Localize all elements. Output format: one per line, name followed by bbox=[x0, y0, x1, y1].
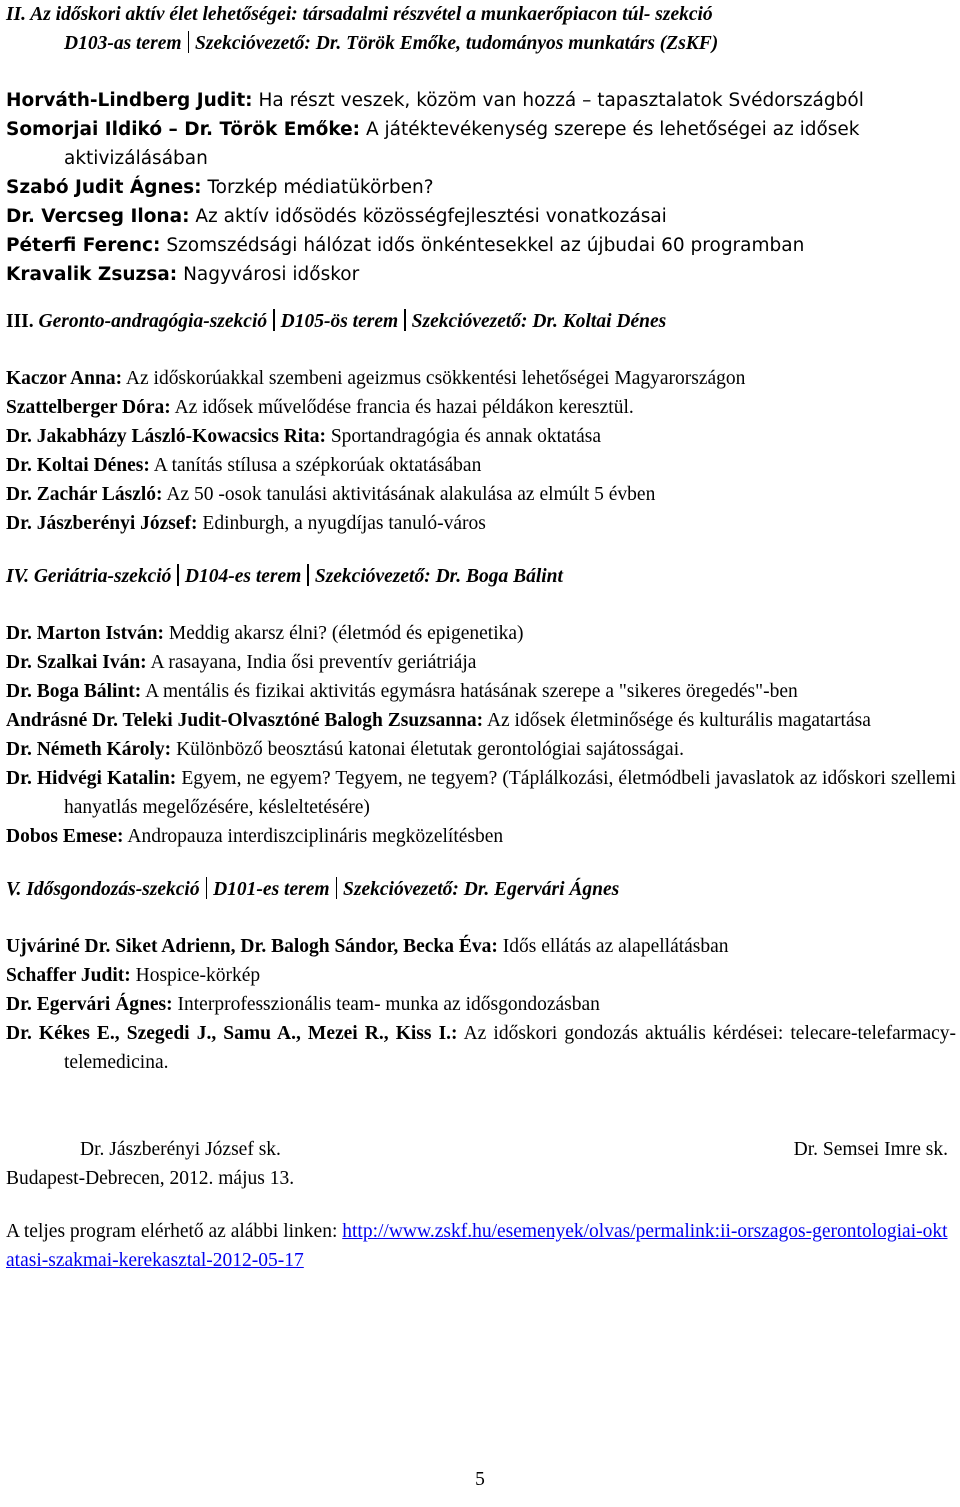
signature-left: Dr. Jászberényi József sk. bbox=[80, 1139, 281, 1160]
talk-title: Egyem, ne egyem? Tegyem, ne tegyem? (Táplálkozási, életmódbeli javaslatok az időskori szellemi hanyatlás megelőzésére, késleltetésére) bbox=[64, 768, 956, 818]
speaker: Dr. Jakabházy László-Kowacsics Rita: bbox=[6, 426, 326, 447]
section-5-room: D101-es terem bbox=[213, 879, 330, 900]
separator bbox=[273, 309, 275, 331]
talk-title: Torzkép médiatükörben? bbox=[207, 177, 434, 198]
list-item bbox=[6, 619, 956, 648]
list-item bbox=[6, 115, 956, 173]
speaker: Kaczor Anna: bbox=[6, 368, 123, 389]
section-4-header bbox=[6, 562, 956, 591]
speaker: Dr. Jászberényi József: bbox=[6, 513, 198, 534]
list-item bbox=[6, 706, 956, 735]
talk-title: Idős ellátás az alapellátásban bbox=[502, 936, 729, 957]
section-2-room: D103-as terem bbox=[64, 33, 182, 54]
separator bbox=[336, 877, 338, 899]
speaker: Somorjai Ildikó – Dr. Török Emőke: bbox=[6, 119, 361, 140]
separator bbox=[307, 564, 309, 586]
signature-right: Dr. Semsei Imre sk. bbox=[793, 1139, 948, 1160]
talk-title: Sportandragógia és annak oktatása bbox=[330, 426, 602, 447]
section-2-list bbox=[6, 86, 956, 289]
page-number: 5 bbox=[475, 1469, 485, 1490]
list-item bbox=[6, 932, 956, 961]
list-item bbox=[6, 1019, 956, 1077]
separator bbox=[188, 31, 190, 53]
talk-title: Az időskori gondozás aktuális kérdései: telecare-telefarmacy-telemedicina. bbox=[64, 1023, 956, 1073]
speaker: Dr. Kékes E., Szegedi J., Samu A., Mezei R., Kiss I.: bbox=[6, 1023, 458, 1044]
list-item bbox=[6, 364, 956, 393]
talk-title: Hospice-körkép bbox=[135, 965, 261, 986]
section-5-header bbox=[6, 875, 956, 904]
section-5-title: V. Idősgondozás-szekció bbox=[6, 879, 200, 900]
separator bbox=[177, 564, 179, 586]
section-3-chair: Szekcióvezető: Dr. Koltai Dénes bbox=[411, 311, 667, 332]
speaker: Dr. Hidvégi Katalin: bbox=[6, 768, 177, 789]
list-item bbox=[6, 735, 956, 764]
speaker: Dr. Szalkai Iván: bbox=[6, 652, 147, 673]
talk-title: Az aktív idősödés közösségfejlesztési vonatkozásai bbox=[195, 206, 667, 227]
talk-title: Nagyvárosi időskor bbox=[183, 264, 360, 285]
list-item bbox=[6, 764, 956, 822]
section-4-room: D104-es terem bbox=[184, 566, 302, 587]
speaker: Andrásné Dr. Teleki Judit-Olvasztóné Balogh Zsuzsanna: bbox=[6, 710, 484, 731]
list-item bbox=[6, 393, 956, 422]
list-item bbox=[6, 451, 956, 480]
section-3-room: D105-ös terem bbox=[280, 311, 399, 332]
speaker: Dr. Zachár László: bbox=[6, 484, 163, 505]
list-item bbox=[6, 422, 956, 451]
program-link[interactable]: http://www.zskf.hu/esemenyek/olvas/permalink:ii-orszagos-gerontologiai-oktatasi-szakmai-kerekasztal-2012-05-17 bbox=[6, 1221, 948, 1271]
talk-title: Edinburgh, a nyugdíjas tanuló-város bbox=[202, 513, 486, 534]
talk-title: Interprofesszionális team- munka az idősgondozásban bbox=[177, 994, 600, 1015]
talk-title: Az időskorúakkal szembeni ageizmus csökkentési lehetőségei Magyarországon bbox=[125, 368, 746, 389]
section-5-chair: Szekcióvezető: Dr. Egervári Ágnes bbox=[343, 879, 620, 900]
speaker: Kravalik Zsuzsa: bbox=[6, 264, 178, 285]
separator bbox=[404, 309, 406, 331]
talk-title: Szomszédsági hálózat idős önkéntesekkel az újbudai 60 programban bbox=[166, 235, 805, 256]
talk-title: A tanítás stílusa a szépkorúak oktatásában bbox=[153, 455, 482, 476]
talk-title: Az 50 -osok tanulási aktivitásának alakulása az elmúlt 5 évben bbox=[166, 484, 656, 505]
list-item bbox=[6, 231, 956, 260]
list-item bbox=[6, 509, 956, 538]
list-item bbox=[6, 990, 956, 1019]
list-item bbox=[6, 86, 956, 115]
speaker: Ujváriné Dr. Siket Adrienn, Dr. Balogh Sándor, Becka Éva: bbox=[6, 936, 498, 957]
speaker: Dr. Koltai Dénes: bbox=[6, 455, 150, 476]
talk-title: A rasayana, India ősi preventív geriátriája bbox=[150, 652, 477, 673]
talk-title: A játéktevékenység szerepe és lehetőségei az idősek aktivizálásában bbox=[64, 119, 860, 169]
talk-title: A mentális és fizikai aktivitás egymásra hatásának szerepe a "sikeres öregedés"-ben bbox=[145, 681, 798, 702]
speaker: Szabó Judit Ágnes: bbox=[6, 177, 202, 198]
talk-title: Az idősek életminősége és kulturális magatartása bbox=[486, 710, 871, 731]
speaker: Dr. Németh Károly: bbox=[6, 739, 172, 760]
link-intro: A teljes program elérhető az alábbi linken: bbox=[6, 1221, 338, 1242]
list-item bbox=[6, 173, 956, 202]
signature-row bbox=[6, 1135, 956, 1164]
section-2-header bbox=[6, 0, 956, 29]
speaker: Dr. Marton István: bbox=[6, 623, 164, 644]
speaker: Schaffer Judit: bbox=[6, 965, 131, 986]
section-3-header bbox=[6, 307, 956, 336]
section-4-chair: Szekcióvezető: Dr. Boga Bálint bbox=[314, 566, 563, 587]
section-5-list bbox=[6, 932, 956, 1077]
speaker: Dr. Egervári Ágnes: bbox=[6, 994, 173, 1015]
list-item bbox=[6, 677, 956, 706]
program-link-paragraph bbox=[6, 1217, 956, 1275]
talk-title: Az idősek művelődése francia és hazai példákon keresztül. bbox=[174, 397, 634, 418]
section-2-chair: Szekcióvezető: Dr. Török Emőke, tudományos munkatárs (ZsKF) bbox=[195, 33, 719, 54]
speaker: Horváth-Lindberg Judit: bbox=[6, 90, 253, 111]
speaker: Dr. Vercseg Ilona: bbox=[6, 206, 190, 227]
list-item bbox=[6, 480, 956, 509]
list-item bbox=[6, 260, 956, 289]
section-2-subheader bbox=[6, 29, 956, 58]
speaker: Péterfi Ferenc: bbox=[6, 235, 161, 256]
section-2-title: II. Az időskori aktív élet lehetőségei: társadalmi részvétel a munkaerőpiacon túl- szekció bbox=[6, 4, 713, 25]
document-page bbox=[6, 0, 956, 1275]
section-4-list bbox=[6, 619, 956, 851]
separator bbox=[206, 877, 208, 899]
speaker: Dr. Boga Bálint: bbox=[6, 681, 142, 702]
talk-title: Ha részt veszek, közöm van hozzá – tapasztalatok Svédországból bbox=[258, 90, 864, 111]
section-3-title: Geronto-andragógia-szekció bbox=[38, 311, 268, 332]
speaker: Dobos Emese: bbox=[6, 826, 124, 847]
section-3-number: III. bbox=[6, 311, 34, 332]
section-3-list bbox=[6, 364, 956, 538]
speaker: Szattelberger Dóra: bbox=[6, 397, 171, 418]
list-item bbox=[6, 961, 956, 990]
place-date: Budapest-Debrecen, 2012. május 13. bbox=[6, 1168, 295, 1189]
list-item bbox=[6, 202, 956, 231]
list-item bbox=[6, 648, 956, 677]
list-item bbox=[6, 822, 956, 851]
talk-title: Andropauza interdiszciplináris megközelítésben bbox=[127, 826, 504, 847]
section-4-title: IV. Geriátria-szekció bbox=[6, 566, 172, 587]
talk-title: Meddig akarsz élni? (életmód és epigenetika) bbox=[168, 623, 524, 644]
talk-title: Különböző beosztású katonai életutak gerontológiai sajátosságai. bbox=[176, 739, 685, 760]
